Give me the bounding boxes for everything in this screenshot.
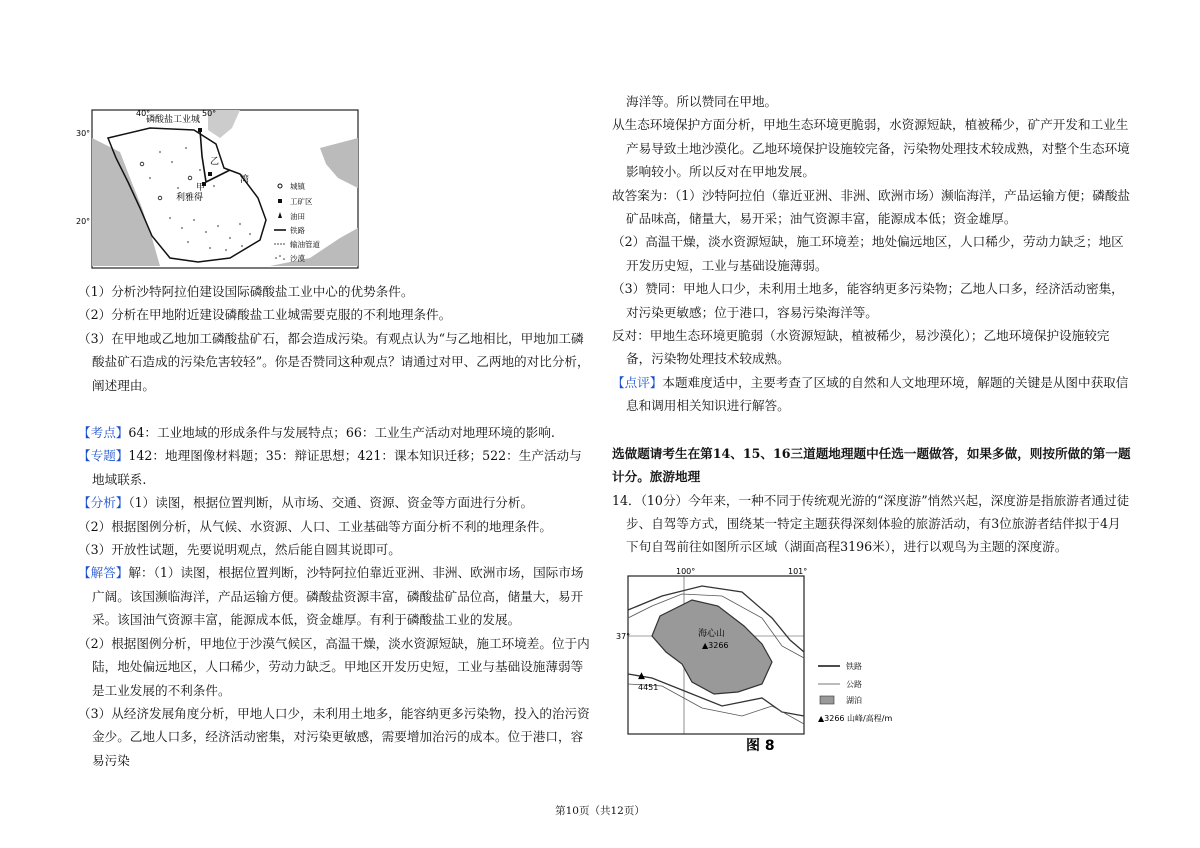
zhuanti-text: 142：地理图像材料题；35：辩证思想；421：课本知识迁移；522：生产活动与地域联系.	[92, 448, 582, 487]
answer-intro: 故答案为：（1）沙特阿拉伯（靠近亚洲、非洲、欧洲市场）濒临海洋，产品运输方便；磷酸盐矿品味高，储量大，易开采；油气资源丰富，能源成本低；资金雄厚。	[612, 187, 1131, 227]
legend-railway: 铁路	[290, 226, 305, 235]
phosphate-city-label: 磷酸盐工业城	[146, 115, 201, 125]
map2-legend	[818, 661, 892, 723]
island-name: 海心山	[698, 629, 726, 639]
fenxi-2: （2）根据图例分析，从气候、水资源、人口、工业基础等方面分析不利的地理条件。	[78, 518, 552, 534]
fenxi-tag: 【分析】	[78, 495, 129, 511]
eco-analysis: 从生态环境保护方面分析，甲地生态环境更脆弱，水资源短缺，植被稀少，矿产开发和工业生产易导致土地沙漠化。乙地环境保护设施较完备，污染物处理技术较成熟，对整个生态环境影响较小。所以反对在甲地发展。	[612, 117, 1130, 180]
left-column	[78, 280, 590, 772]
lon-label-50: 50°	[202, 109, 217, 118]
question-1: （1）分析沙特阿拉伯建设国际磷酸盐工业中心的优势条件。	[78, 284, 414, 299]
legend-mine: 工矿区	[290, 197, 313, 206]
question-3: （3）在甲地或乙地加工磷酸盐矿石，都会造成污染。有观点认为“与乙地相比，甲地加工磷酸盐矿石造成的污染危害较轻”。你是否赞同这种观点？请通过对甲、乙两地的对比分析，阐述理由。	[78, 330, 590, 393]
lon-label-101: 101°	[788, 567, 808, 576]
question-2: （2）分析在甲地附近建设磷酸盐工业城需要克服的不利地理条件。	[78, 307, 452, 323]
legend-peak: ▲3266 山峰/高程/m	[818, 714, 893, 723]
legend-lake: 湖泊	[846, 696, 862, 705]
lon-label-100: 100°	[676, 567, 696, 576]
jieda-1: 解：（1）读图，根据位置判断，沙特阿拉伯靠近亚洲、非洲、欧洲市场，国际市场广阔。该国濒临海洋，产品运输方便。磷酸盐资源丰富，磷酸盐矿品位高，储量大，易开采。该国油气资源丰富，能源成本低，资金雄厚。有利于磷酸盐工业的发展。	[92, 565, 584, 628]
lat-label-20: 20°	[76, 217, 91, 226]
kaodian-tag: 【考点】	[78, 425, 129, 441]
peak-left-marker: ▲	[638, 671, 645, 681]
lake-map	[616, 566, 922, 756]
page-footer: 第10页（共12页）	[555, 805, 645, 817]
dianping-tag: 【点评】	[612, 374, 663, 390]
dianping-text: 本题难度适中，主要考查了区域的自然和人文地理环境，解题的关键是从图中获取信息和调用相关知识进行解答。	[626, 374, 1129, 414]
zhuanti-tag: 【专题】	[78, 448, 129, 464]
kaodian-text: 64：工业地域的形成条件与发展特点；66：工业生产活动对地理环境的影响.	[128, 425, 555, 441]
legend-desert: 沙漠	[290, 254, 305, 263]
jieda-tag: 【解答】	[78, 565, 129, 581]
saudi-arabia-map	[76, 108, 396, 270]
elective-heading: 选做题请考生在第14、15、16三道题地理题中任选一题做答，如果多做，则按所做的第一题计分。旅游地理	[612, 445, 1131, 485]
jieda-3: （3）从经济发展角度分析，甲地人口少，未利用土地多，能容纳更多污染物，投入的治污资金少。乙地人口多，经济活动密集，对污染更敏感，需要增加治污的成本。位于港口，容易污染	[78, 705, 590, 768]
question-14: 14．（10分）今年来，一种不同于传统观光游的“深度游”悄然兴起，深度游是指旅游者通过徒步、自驾等方式，围绕某一特定主题获得深刻体验的旅游活动，有3位旅游者结伴拟于4月下旬自驾前往如图所示区域（湖面高程3196米），进行以观鸟为主题的深度游。	[612, 492, 1130, 555]
answer-2: （2）高温干燥，淡水资源短缺，施工环境差；地处偏远地区，人口稀少，劳动力缺乏；地区开发历史短，工业与基础设施薄弱。	[612, 234, 1124, 273]
figure-caption: 图 8	[746, 738, 775, 754]
jieda-2: （2）根据图例分析，甲地位于沙漠气候区，高温干燥，淡水资源短缺，施工环境差。位于内陆，地处偏远地区，人口稀少，劳动力缺乏。甲地区开发历史短，工业与基础设施薄弱等是工业发展的不利条件。	[78, 635, 590, 698]
region-yi-label: 乙	[210, 157, 220, 167]
riyadh-label: 利雅得	[176, 193, 204, 203]
region-jia-label: 甲	[196, 183, 206, 193]
answer-3: （3）赞同：甲地人口少，未利用土地多，能容纳更多污染物；乙地人口多，经济活动密集，对污染更敏感；位于港口，容易污染海洋等。	[612, 281, 1124, 320]
lat-label-37: 37°	[616, 632, 631, 641]
sea-label: 湾	[240, 175, 250, 185]
legend-pipeline: 输油管道	[290, 240, 320, 249]
island-peak: ▲3266	[702, 641, 729, 650]
right-column	[612, 90, 1132, 559]
legend-oilfield: 油田	[290, 212, 305, 221]
lat-label-30: 30°	[76, 129, 91, 138]
legend-railway-2: 铁路	[846, 662, 862, 671]
legend-town: 城镇	[290, 182, 305, 191]
fenxi-3: （3）开放性试题，先要说明观点，然后能自圆其说即可。	[78, 542, 401, 558]
legend-road: 公路	[846, 680, 862, 689]
lon-label-40: 40°	[136, 109, 151, 118]
fenxi-1: （1）读图，根据位置判断，从市场、交通、资源、资金等方面进行分析。	[128, 495, 534, 511]
continuation-text: 海洋等。所以赞同在甲地。	[626, 94, 778, 109]
answer-3b: 反对：甲地生态环境更脆弱（水资源短缺，植被稀少，易沙漠化）；乙地环境保护设施较完备，污染物处理技术较成熟。	[612, 328, 1110, 367]
peak-left-value: 4451	[638, 683, 659, 692]
